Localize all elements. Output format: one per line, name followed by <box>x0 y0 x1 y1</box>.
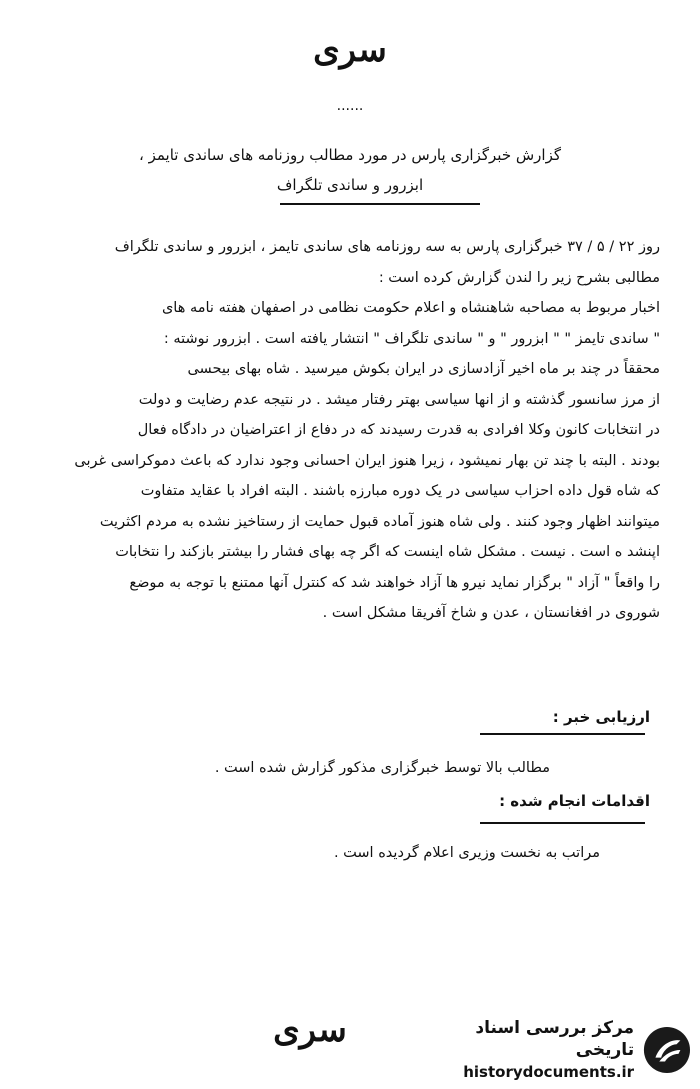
subject-line-2: ابزرور و ساندی تلگراف <box>276 176 424 194</box>
document-marker: ...... <box>336 98 364 114</box>
archive-emblem-icon <box>642 1024 692 1076</box>
evaluation-heading: ارزیابی خبر : <box>552 708 650 726</box>
evaluation-text: مطالب بالا توسط خبرگزاری مذکور گزارش شده است . <box>214 760 550 776</box>
subject-underline <box>280 203 480 205</box>
watermark-text <box>420 1017 634 1083</box>
actions-text: مراتب به نخست وزیری اعلام گردیده است . <box>333 845 600 861</box>
body-line: میتوانند اظهار وجود کنند . ولی شاه هنوز آماده قبول حمایت از رستاخیز نشده به مردم اکثریت <box>99 513 660 530</box>
actions-heading: اقدامات انجام شده : <box>499 792 650 810</box>
evaluation-underline <box>480 733 645 735</box>
body-line: که شاه قول داده احزاب سیاسی در یک دوره مبارزه باشند . البته افراد با عقاید متفاوت <box>140 483 660 499</box>
body-line: را واقعاً " آزاد " برگزار نماید نیرو ها آزاد خواهند شد که کنترل آنها ممتنع با توجه به موضع <box>129 574 660 591</box>
body-line: مطالبی بشرح زیر را لندن گزارش کرده است : <box>378 269 660 286</box>
report-body <box>60 232 660 629</box>
body-line: بودند . البته با چند تن بهار نمیشود ، زیرا هنوز ایران احسانی وجود ندارد که باعث دموکراسی غربی <box>74 452 660 469</box>
body-line: اپنشد ه است . نیست . مشکل شاه اینست که اگر چه بهای فشار را بیشتر بازکند را نتخابات <box>115 544 660 560</box>
actions-underline <box>480 822 645 824</box>
watermark-logo <box>420 1018 692 1082</box>
body-line: " ساندی تایمز " " ابزرور " و " ساندی تلگراف " انتشار یافته است . ابزرور نوشته : <box>163 330 660 347</box>
classification-header: سری <box>313 30 387 70</box>
subject-block <box>130 140 570 200</box>
body-line: محققاً در چند بر ماه اخیر آزادسازی در ایران بکوش میرسید . شاه بهای بیحسی <box>187 361 660 377</box>
body-line: اخبار مربوط به مصاحبه شاهنشاه و اعلام حکومت نظامی در اصفهان هفته نامه های <box>161 300 660 316</box>
classification-footer: سری <box>273 1010 347 1050</box>
body-line: از مرز سانسور گذشته و از انها سیاسی بهتر رفتار میشد . در نتیجه عدم رضایت و دولت <box>138 391 660 408</box>
subject-line-1: گزارش خبرگزاری پارس در مورد مطالب روزنامه های ساندی تایمز ، <box>138 146 561 164</box>
watermark-url: historydocuments.ir <box>463 1063 635 1081</box>
body-line: شوروی در افغانستان ، عدن و شاخ آفریقا مشکل است . <box>322 605 660 621</box>
body-line: روز ۲۲ / ۵ / ۳۷ خبرگزاری پارس به سه روزنامه های ساندی تایمز ، ابزرور و ساندی تلگراف <box>114 239 660 255</box>
body-line: در انتخابات کانون وکلا افرادی به قدرت رسیدند که در دفاع از اعتراضیان در دادگاه فعال <box>137 422 660 438</box>
watermark-title: مرکز بررسی اسناد تاریخی <box>475 1018 635 1060</box>
